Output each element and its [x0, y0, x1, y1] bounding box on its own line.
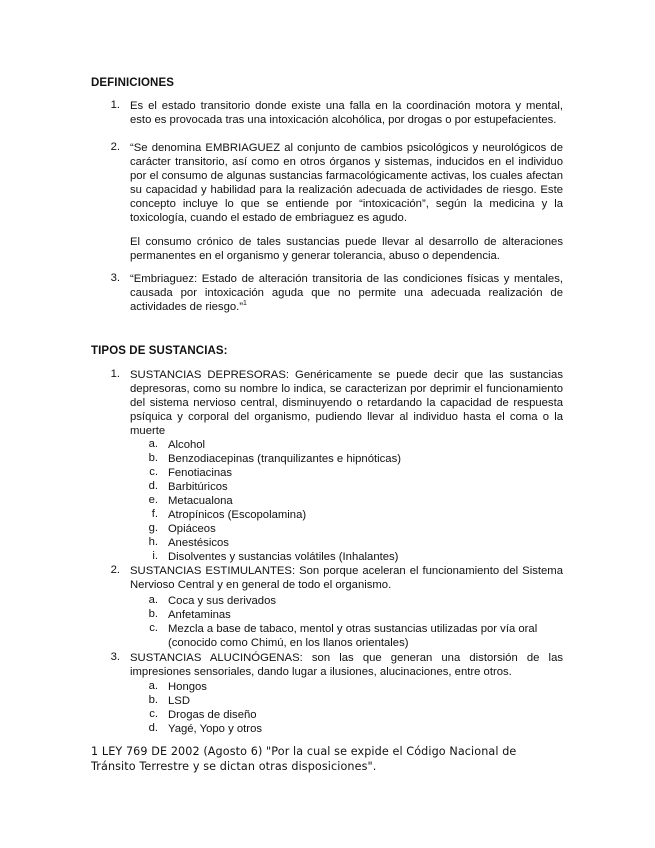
section-heading-tipos: TIPOS DE SUSTANCIAS:: [91, 345, 228, 357]
list-item: Mezcla a base de tabaco, mentol y otras sustancias utilizadas por vía oral (conocido como Chimú, en los llanos orientales): [168, 623, 538, 649]
list-item: Coca y sus derivados: [168, 595, 276, 607]
sub-letter: b.: [148, 694, 158, 706]
sub-letter: c.: [149, 708, 158, 720]
sub-letter: d.: [148, 722, 158, 734]
definition-1-text: Es el estado transitorio donde existe una falla en la coordinación motora y mental, esto es provocada tras una intoxicación alcohólica, por drogas o por estupefacientes.: [130, 100, 563, 126]
list-item: Drogas de diseño: [168, 709, 257, 721]
sub-letter: c.: [149, 466, 158, 478]
footnote: 1 LEY 769 DE 2002 (Agosto 6) "Por la cual se expide el Código Nacional de Tránsito Terrestre y se dictan otras disposiciones".: [91, 745, 517, 773]
sub-letter: b.: [148, 608, 158, 620]
list-item: Yagé, Yopo y otros: [168, 723, 263, 735]
list-item: Alcohol: [168, 439, 206, 451]
alucinogenas-text: SUSTANCIAS ALUCINÓGENAS: son las que generan una distorsión de las impresiones sensoriales, dando lugar a ilusiones, alucinaciones, entre otros.: [130, 652, 563, 678]
list-item: Opiáceos: [168, 523, 216, 535]
list-item: Benzodiacepinas (tranquilizantes e hipnóticas): [168, 453, 401, 465]
sub-letter: h.: [148, 536, 158, 548]
sub-letter: d.: [148, 480, 158, 492]
list-number: 3.: [110, 272, 120, 284]
definition-3-block: [130, 272, 563, 314]
list-item: Anestésicos: [168, 537, 229, 549]
sub-letter: a.: [148, 594, 158, 606]
sub-letter: b.: [148, 452, 158, 464]
list-item: Disolventes y sustancias volátiles (Inhalantes): [168, 551, 399, 563]
footnote-reference: 1: [243, 300, 247, 308]
definition-2-paragraph-2: El consumo crónico de tales sustancias puede llevar al desarrollo de alteraciones permanentes en el organismo y generar tolerancia, abuso o dependencia.: [130, 236, 563, 262]
list-item: Metacualona: [168, 495, 233, 507]
sub-letter: g.: [148, 522, 158, 534]
definition-2-text: “Se denomina EMBRIAGUEZ al conjunto de cambios psicológicos y neurológicos de carácter transitorio, así como en otros órganos y sistemas, inducidos en el individuo por el consumo de algunas sustancias farmacológicamente activas, los cuales afectan su capacidad y habilidad para la realización adecuada de actividades de riesgo. Este concepto incluye lo que se entiende por “intoxicación”, según la medicina y la toxicología, cuando el estado de embriaguez es agudo.: [130, 142, 563, 224]
list-item: Anfetaminas: [168, 609, 231, 621]
list-number: 2.: [110, 141, 120, 153]
definition-3-text: “Embriaguez: Estado de alteración transitoria de las condiciones físicas y mentales, causada por intoxicación aguda que no permite una adecuada realización de actividades de riesgo.”: [130, 273, 563, 313]
sub-letter: e.: [148, 494, 158, 506]
list-number: 1.: [110, 368, 120, 380]
list-item: Fenotiacinas: [168, 467, 233, 479]
list-item: Hongos: [168, 681, 207, 693]
sub-letter: c.: [149, 622, 158, 634]
list-item: Barbitúricos: [168, 481, 228, 493]
sub-letter: f.: [151, 508, 158, 520]
list-item: Atropínicos (Escopolamina): [168, 509, 307, 521]
sub-letter: i.: [152, 550, 158, 562]
list-number: 1.: [110, 99, 120, 111]
list-number: 3.: [110, 651, 120, 663]
sub-letter: a.: [148, 438, 158, 450]
list-item: LSD: [168, 695, 190, 707]
depresoras-text: SUSTANCIAS DEPRESORAS: Genéricamente se puede decir que las sustancias depresoras, como su nombre lo indica, se caracterizan por deprimir el funcionamiento del sistema nervioso central, disminuyendo o retardando la capacidad de respuesta psíquica y corporal del organismo, pudiendo llevar al individuo hasta el coma o la muerte: [130, 369, 563, 437]
list-number: 2.: [110, 564, 120, 576]
sub-letter: a.: [148, 680, 158, 692]
estimulantes-text: SUSTANCIAS ESTIMULANTES: Son porque aceleran el funcionamiento del Sistema Nervioso Central y en general de todo el organismo.: [130, 565, 563, 591]
section-heading-definiciones: DEFINICIONES: [91, 77, 174, 89]
